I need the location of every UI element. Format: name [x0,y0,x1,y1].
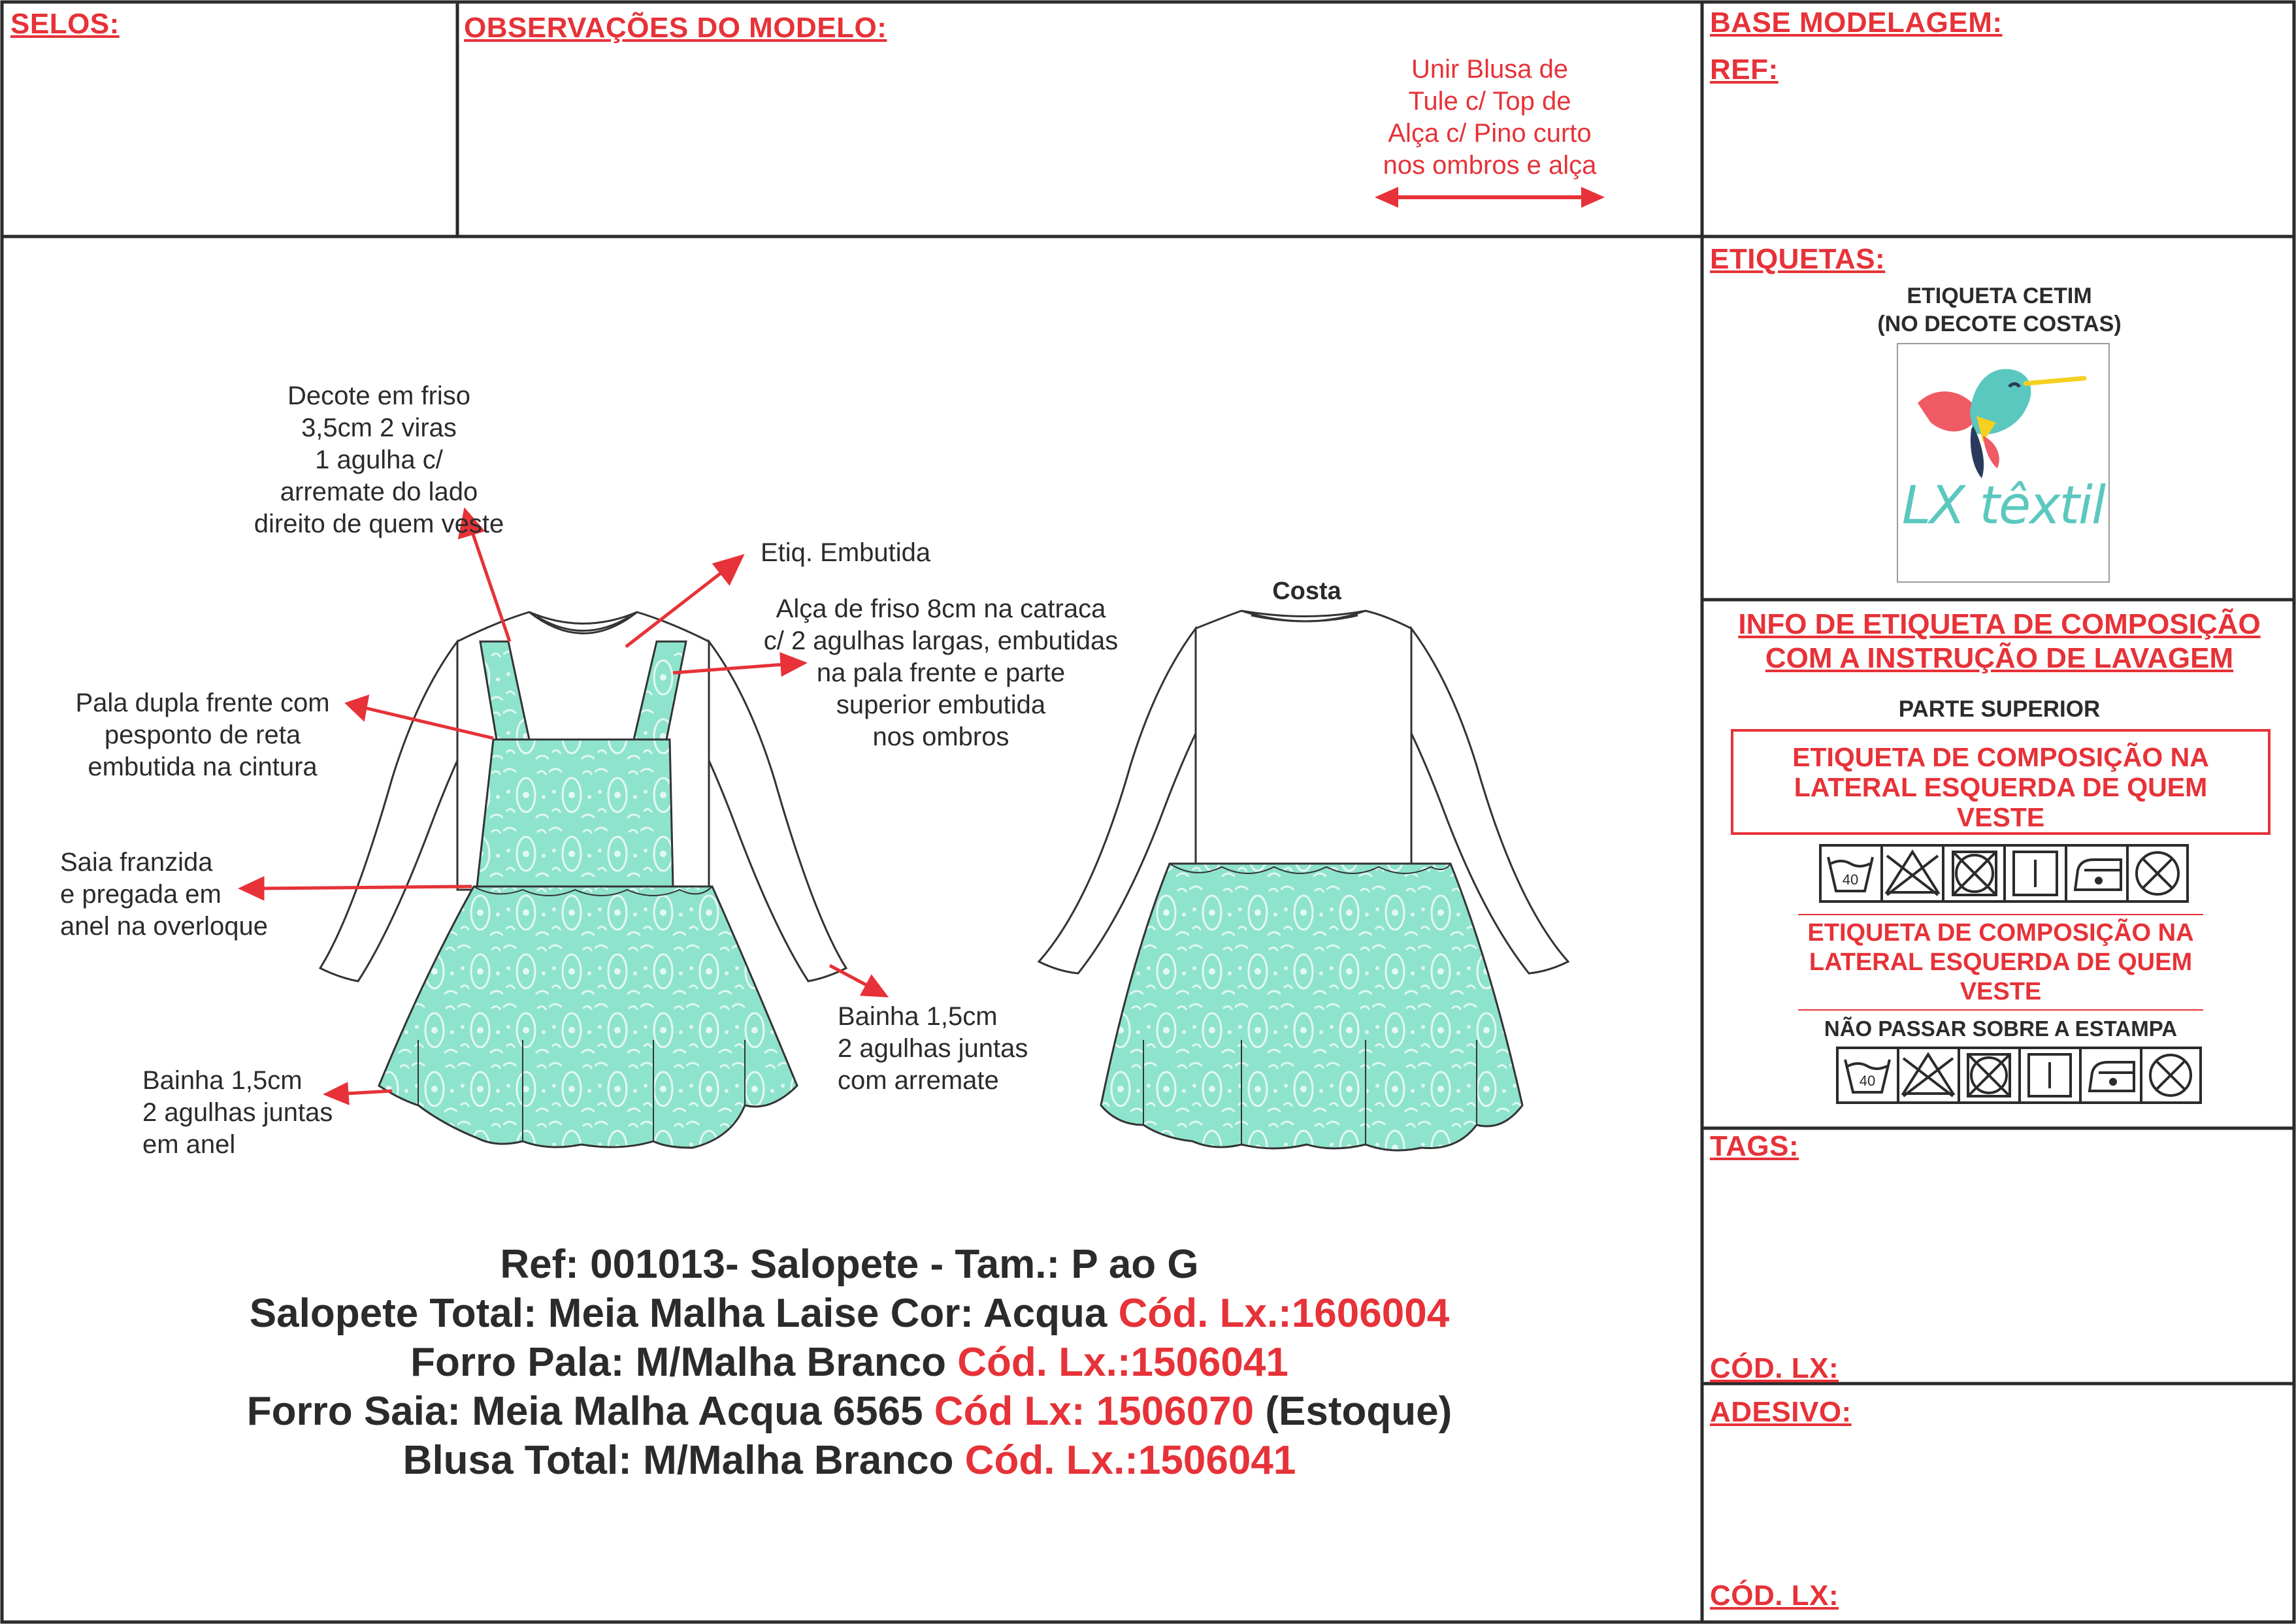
care-symbols-row-2 [1836,1047,2202,1104]
composition-box-1 [1731,729,2271,835]
observation-line: Tule c/ Top de [1408,87,1571,116]
spec-text: Forro Saia: Meia Malha Acqua 6565 [246,1389,934,1434]
info-header [1712,608,2287,675]
spec-line-5 [0,1436,1699,1486]
note-line: com arremate [838,1066,999,1095]
note-line: c/ 2 agulhas largas, embutidas [763,626,1119,655]
spec-code: Cód. Lx.:1606004 [1118,1291,1450,1336]
composition-line: ETIQUETA DE COMPOSIÇÃO NA [1792,742,2209,772]
wash-temp: 40 [1859,1073,1876,1089]
care-symbols-row-1 [1819,844,2189,903]
note-line: superior embutida [836,690,1046,719]
note-line: pesponto de reta [104,721,301,749]
tags-header: TAGS: [1710,1130,1799,1162]
bainha-saia-note [142,1065,333,1161]
spec-text: Ref: 001013- Salopete - Tam.: P ao G [500,1242,1199,1287]
bainha-manga-note [838,1001,1028,1097]
selos-header: SELOS: [10,8,120,40]
note-line: Decote em friso [287,382,471,410]
spec-code: Cód Lx: 1506070 [934,1389,1255,1434]
label-title-line: ETIQUETA CETIM [1907,284,2092,308]
divider [1798,1009,2203,1011]
etiquetas-header: ETIQUETAS: [1710,243,1886,275]
spec-text: (Estoque) [1254,1389,1452,1434]
note-line: na pala frente e parte [816,658,1066,687]
costa-label: Costa [1272,577,1341,605]
warning-label: NÃO PASSAR SOBRE A ESTAMPA [1824,1016,2178,1041]
ref-header: REF: [1710,54,1779,86]
note-line: 3,5cm 2 viras [301,414,457,442]
label-title-line: (NO DECOTE COSTAS) [1877,312,2122,336]
note-line: direito de quem veste [254,510,504,538]
adesivo-header: ADESIVO: [1710,1396,1852,1428]
satin-label [1897,343,2110,583]
alca-note [732,593,1150,753]
note-line: Bainha 1,5cm [838,1002,998,1031]
composition-line: LATERAL ESQUERDA DE QUEM [1794,772,2208,802]
spec-block [0,1240,1702,1488]
note-line: anel na overloque [60,912,269,941]
note-line: Alça de friso 8cm na catraca [776,594,1106,623]
parte-superior-label: PARTE SUPERIOR [1898,696,2101,722]
cod-lx-tags: CÓD. LX: [1710,1352,1839,1384]
spec-line-1 [0,1240,1699,1290]
spec-code: Cód. Lx.:1506041 [964,1438,1296,1483]
info-header-line: INFO DE ETIQUETA DE COMPOSIÇÃO [1738,608,2261,640]
note-line: 2 agulhas juntas [142,1098,333,1127]
no-bleach-icon [1887,852,1938,895]
spec-line-4 [0,1387,1699,1437]
cod-lx-adesivo: CÓD. LX: [1710,1580,1839,1612]
note-line: Saia franzida [60,848,213,877]
hummingbird-logo-icon [1911,357,2094,488]
note-line: Bainha 1,5cm [142,1066,303,1095]
observacoes-header: OBSERVAÇÕES DO MODELO: [464,12,887,44]
composition-line: VESTE [1960,978,2042,1005]
observation-note [1346,54,1633,182]
composition-line: VESTE [1956,802,2045,832]
note-line: arremate do lado [280,478,478,506]
double-arrow-icon [1372,184,1607,210]
saia-note [60,847,268,943]
wash-temp: 40 [1842,871,1859,888]
note-line: nos ombros [872,723,1009,751]
note-line: e pregada em [60,880,221,909]
base-modelagem-header: BASE MODELAGEM: [1710,7,2003,39]
observation-line: Alça c/ Pino curto [1388,119,1592,148]
note-line: embutida na cintura [88,753,318,781]
spec-text: Blusa Total: M/Malha Branco [402,1438,965,1483]
composition-line: ETIQUETA DE COMPOSIÇÃO NA [1807,919,2194,947]
spec-text: Forro Pala: M/Malha Branco [410,1340,958,1385]
note-line: 1 agulha c/ [315,446,443,474]
info-header-line: COM A INSTRUÇÃO DE LAVAGEM [1765,642,2234,674]
decote-note [229,380,529,540]
note-line: Pala dupla frente com [75,689,330,717]
etiq-note: Etiq. Embutida [761,538,931,567]
divider [1798,913,2203,916]
spec-code: Cód. Lx.:1506041 [957,1340,1288,1385]
spec-line-2 [0,1289,1699,1339]
spec-text: Salopete Total: Meia Malha Laise Cor: Acqua [249,1291,1119,1336]
brand-name: LX têxtil [1901,475,2105,536]
observation-line: nos ombros e alça [1383,151,1597,180]
note-line: em anel [142,1130,236,1159]
composition-box-2 [1798,918,2203,1007]
label-title [1829,282,2169,338]
composition-line: LATERAL ESQUERDA DE QUEM [1809,949,2193,976]
pala-note [52,687,353,783]
observation-line: Unir Blusa de [1411,55,1569,84]
note-line: 2 agulhas juntas [838,1034,1028,1063]
spec-line-3 [0,1338,1699,1388]
